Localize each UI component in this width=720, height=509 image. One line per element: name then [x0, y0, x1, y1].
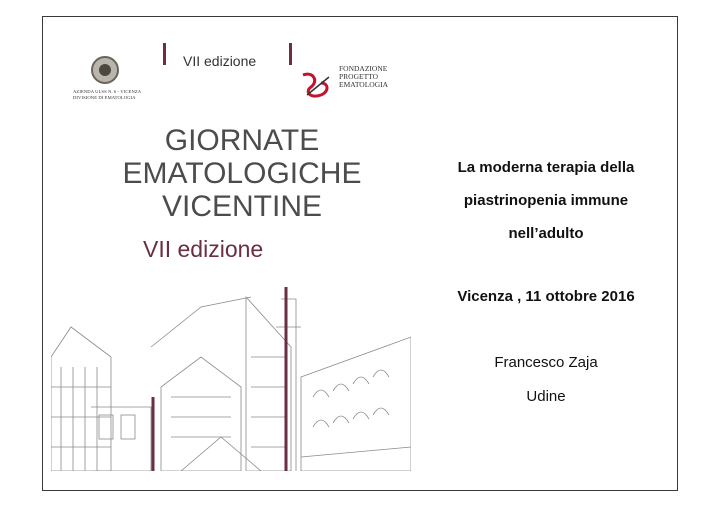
slide-frame [42, 16, 678, 491]
foundation-logo-icon [299, 69, 335, 103]
foundation-label: FONDAZIONE PROGETTO EMATOLOGIA [339, 64, 389, 89]
agency-label: AZIENDA ULSS N. 6 - VICENZA DIVISIONE DI EMATOLOGIA [73, 89, 141, 100]
header-edition: VII edizione [183, 53, 257, 69]
vicenza-architecture-sketch [51, 287, 411, 471]
poster-title: GIORNATE EMATOLOGICHE VICENTINE [122, 124, 362, 223]
speaker-name: Francesco Zaja [494, 354, 598, 371]
talk-title: La moderna terapia della piastrinopenia immune nell’adulto [457, 159, 635, 242]
ulss-seal-logo [91, 56, 119, 84]
accent-bar-right [289, 43, 292, 65]
talk-place-date: Vicenza , 11 ottobre 2016 [457, 288, 635, 305]
speaker-city: Udine [526, 388, 566, 405]
accent-bar-left [163, 43, 166, 65]
poster-edition: VII edizione [143, 236, 264, 262]
